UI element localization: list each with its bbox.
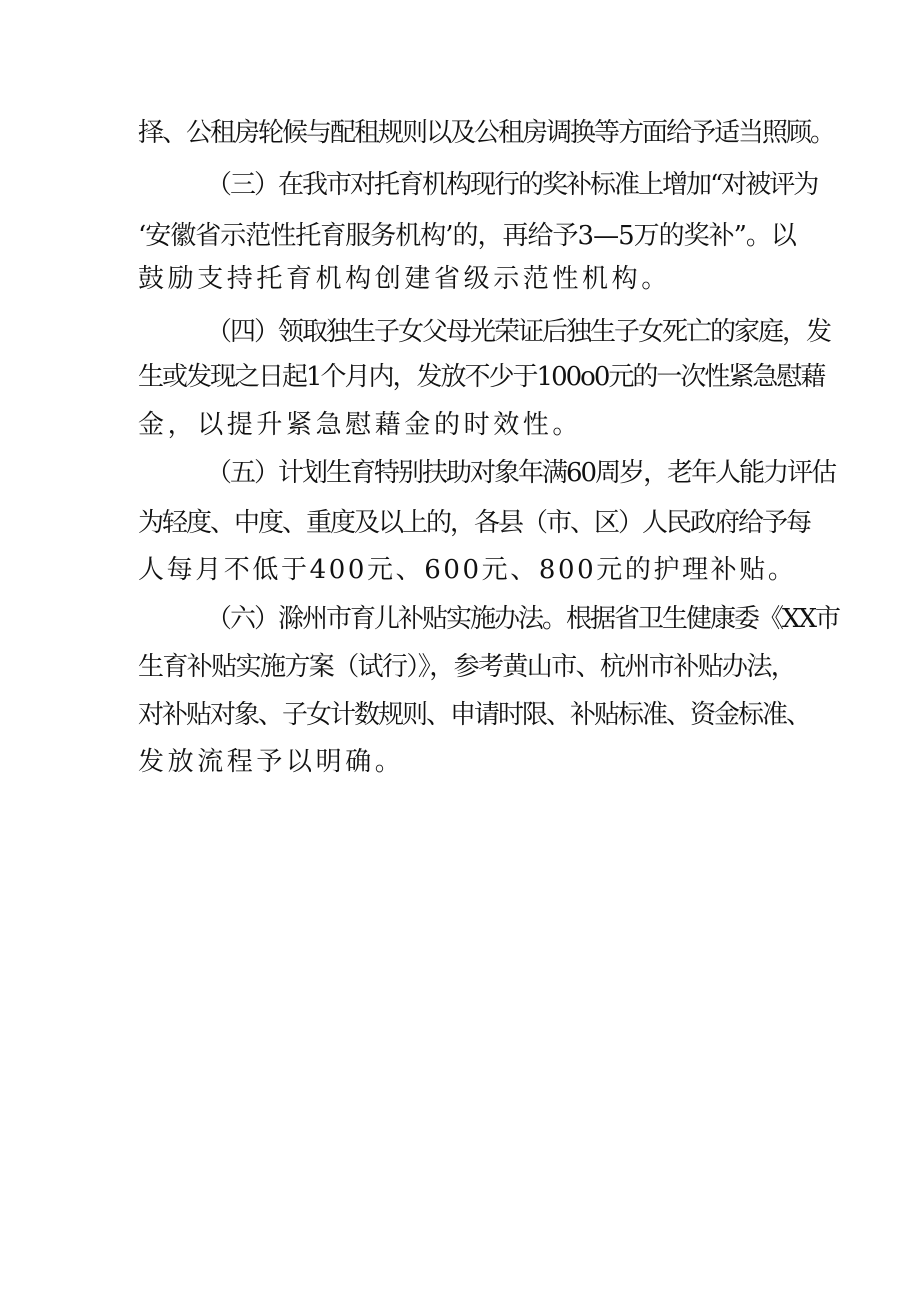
paragraph-five-heading: （五）计划生育特别扶助对象年满60周岁，老年人能力评估	[206, 458, 836, 488]
text-line: ‘安徽省示范性托育服务机构’的，再给予3—5万的奖补”。以	[138, 221, 796, 251]
paragraph-three-heading: （三）在我市对托育机构现行的奖补标准上增加“对被评为	[206, 170, 818, 200]
text-line: 择、公租房轮候与配租规则以及公租房调换等方面给予适当照顾。	[138, 118, 835, 148]
paragraph-four-heading: （四）领取独生子女父母光荣证后独生子女死亡的家庭，发	[206, 317, 831, 347]
text-line: 生育补贴实施方案（试行）》，参考黄山市、杭州市补贴办法，	[138, 652, 796, 682]
text-line: 金，以提升紧急慰藉金的时效性。	[138, 410, 583, 440]
paragraph-six-heading: （六）滁州市育儿补贴实施办法。根据省卫生健康委《XX市	[206, 604, 840, 634]
text-line: 发放流程予以明确。	[138, 747, 405, 777]
text-line: 对补贴对象、子女计数规则、申请时限、补贴标准、资金标准、	[138, 700, 811, 730]
text-line: 人每月不低于400元、600元、800元的护理补贴。	[138, 555, 797, 585]
text-line: 为轻度、中度、重度及以上的，各县（市、区）人民政府给予每	[138, 508, 811, 538]
text-line: 生或发现之日起1个月内，发放不少于100o0元的一次性紧急慰藉	[138, 362, 825, 392]
text-line: 鼓励支持托育机构创建省级示范性机构。	[138, 264, 671, 294]
